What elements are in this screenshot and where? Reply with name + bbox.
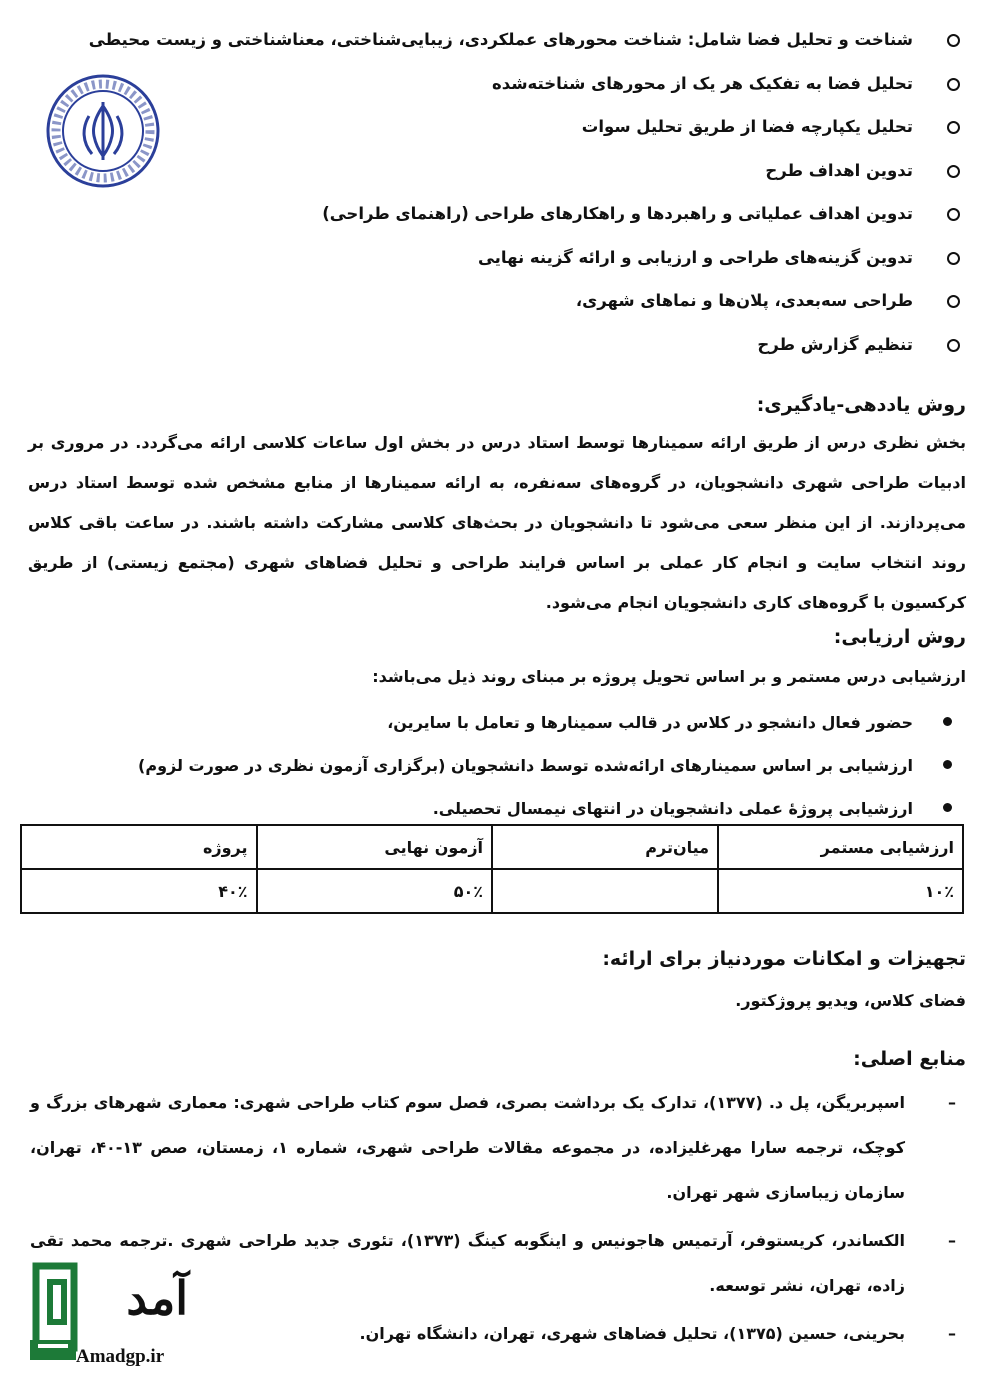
grade-table (20, 824, 964, 914)
table-header-cell: ارزشیابی مستمر (718, 825, 963, 869)
evaluation-item: ارزشیابی بر اساس سمینارهای ارائه‌شده توسط دانشجویان (برگزاری آزمون نظری در صورت لزوم) (60, 744, 960, 787)
task-item: تدوین اهداف طرح (80, 149, 960, 193)
task-item: تدوین اهداف عملیاتی و راهبردها و راهکارهای طراحی (راهنمای طراحی) (80, 192, 960, 236)
source-item: – الکساندر، کریستوفر، آرتمیس هاجونیس و اینگوبه کینگ (۱۳۷۳)، تئوری جدید طراحی شهری .ترجمه محمد تقی زاده، تهران، نشر توسعه. (30, 1218, 960, 1308)
teaching-method-title: روش یاددهی-یادگیری: (756, 394, 966, 416)
site-url: Amadgp.ir (76, 1346, 165, 1367)
table-header-row (21, 825, 963, 869)
circle-bullet-icon (947, 165, 960, 178)
task-item: تنظیم گزارش طرح (80, 323, 960, 367)
source-item: – بحرینی، حسین (۱۳۷۵)، تحلیل فضاهای شهری، تهران، دانشگاه تهران. (30, 1311, 960, 1356)
circle-bullet-icon (947, 295, 960, 308)
logo-text: آمد (126, 1273, 188, 1324)
sources-title: منابع اصلی: (853, 1048, 966, 1070)
task-item: طراحی سه‌بعدی، پلان‌ها و نماهای شهری، (80, 279, 960, 323)
circle-bullet-icon (947, 339, 960, 352)
table-cell (492, 869, 718, 913)
task-item: شناخت و تحلیل فضا شامل: شناخت محورهای عملکردی، زیبایی‌شناختی، معناشناختی و زیست محیطی (80, 18, 960, 62)
table-header-cell: پروژه (21, 825, 257, 869)
table-row (21, 869, 963, 913)
evaluation-intro: ارزشیابی درس مستمر و بر اساس تحویل پروژه بر مبنای روند ذیل می‌باشد: (372, 667, 966, 686)
teaching-method-body: بخش نظری درس از طریق ارائه سمینارها توسط استاد درس در بخش اول ساعات کلاسی ارائه می‌گردد. در مروری بر ادبیات طراحی شهری دانشجویان، در گروه‌های سه‌نفره، به ارائه سمینارها از منابع مشخص شده توسط استاد درس می‌پردازند. از این منظر سعی می‌شود تا دانشجویان در بحث‌های کلاسی مشارکت داشته باشند. در ساعت باقی کلاس روند انتخاب سایت و انجام کار عملی بر اساس فرایند طراحی و تحلیل فضاهای شهری (مجتمع زیستی) از طریق کرکسیون با گروه‌های کاری دانشجویان انجام می‌شود. (28, 433, 966, 612)
bullet-icon (943, 717, 952, 726)
circle-bullet-icon (947, 208, 960, 221)
dash-bullet-icon: – (948, 1324, 956, 1343)
task-item: تدوین گزینه‌های طراحی و ارزیابی و ارائه گزینه نهایی (80, 236, 960, 280)
bullet-icon (943, 803, 952, 812)
table-cell: ۱۰٪ (718, 869, 963, 913)
task-item: تحلیل یکپارچه فضا از طریق تحلیل سوات (80, 105, 960, 149)
task-list (80, 18, 960, 366)
table-header-cell: آزمون نهایی (257, 825, 493, 869)
source-item: – اسپربریگن، پل د. (۱۳۷۷)، تدارک یک برداشت بصری، فصل سوم کتاب طراحی شهری: معماری شهرهای بزرگ و کوچک، ترجمه سارا مهرغلیزاده، در مجموعه مقالات طراحی شهری، شماره ۱، زمستان، صص ۱۳-۴۰، تهران، سازمان زیباسازی شهر تهران. (30, 1080, 960, 1215)
circle-bullet-icon (947, 252, 960, 265)
evaluation-list (60, 701, 960, 830)
evaluation-title: روش ارزیابی: (833, 626, 966, 648)
task-item: تحلیل فضا به تفکیک هر یک از محورهای شناخته‌شده (80, 62, 960, 106)
dash-bullet-icon: – (948, 1093, 956, 1112)
bullet-icon (943, 760, 952, 769)
table-cell: ۴۰٪ (21, 869, 257, 913)
equipment-title: تجهیزات و امکانات موردنیاز برای ارائه: (602, 948, 966, 970)
official-seal-icon (44, 72, 162, 190)
circle-bullet-icon (947, 78, 960, 91)
evaluation-item: حضور فعال دانشجو در کلاس در قالب سمینارها و تعامل با سایرین، (60, 701, 960, 744)
dash-bullet-icon: – (948, 1231, 956, 1250)
equipment-body: فضای کلاس، ویدیو پروژکتور. (735, 991, 966, 1010)
evaluation-item: ارزشیابی پروژهٔ عملی دانشجویان در انتهای نیمسال تحصیلی. (60, 787, 960, 830)
table-cell: ۵۰٪ (257, 869, 493, 913)
circle-bullet-icon (947, 121, 960, 134)
table-header-cell: میان‌ترم (492, 825, 718, 869)
circle-bullet-icon (947, 34, 960, 47)
